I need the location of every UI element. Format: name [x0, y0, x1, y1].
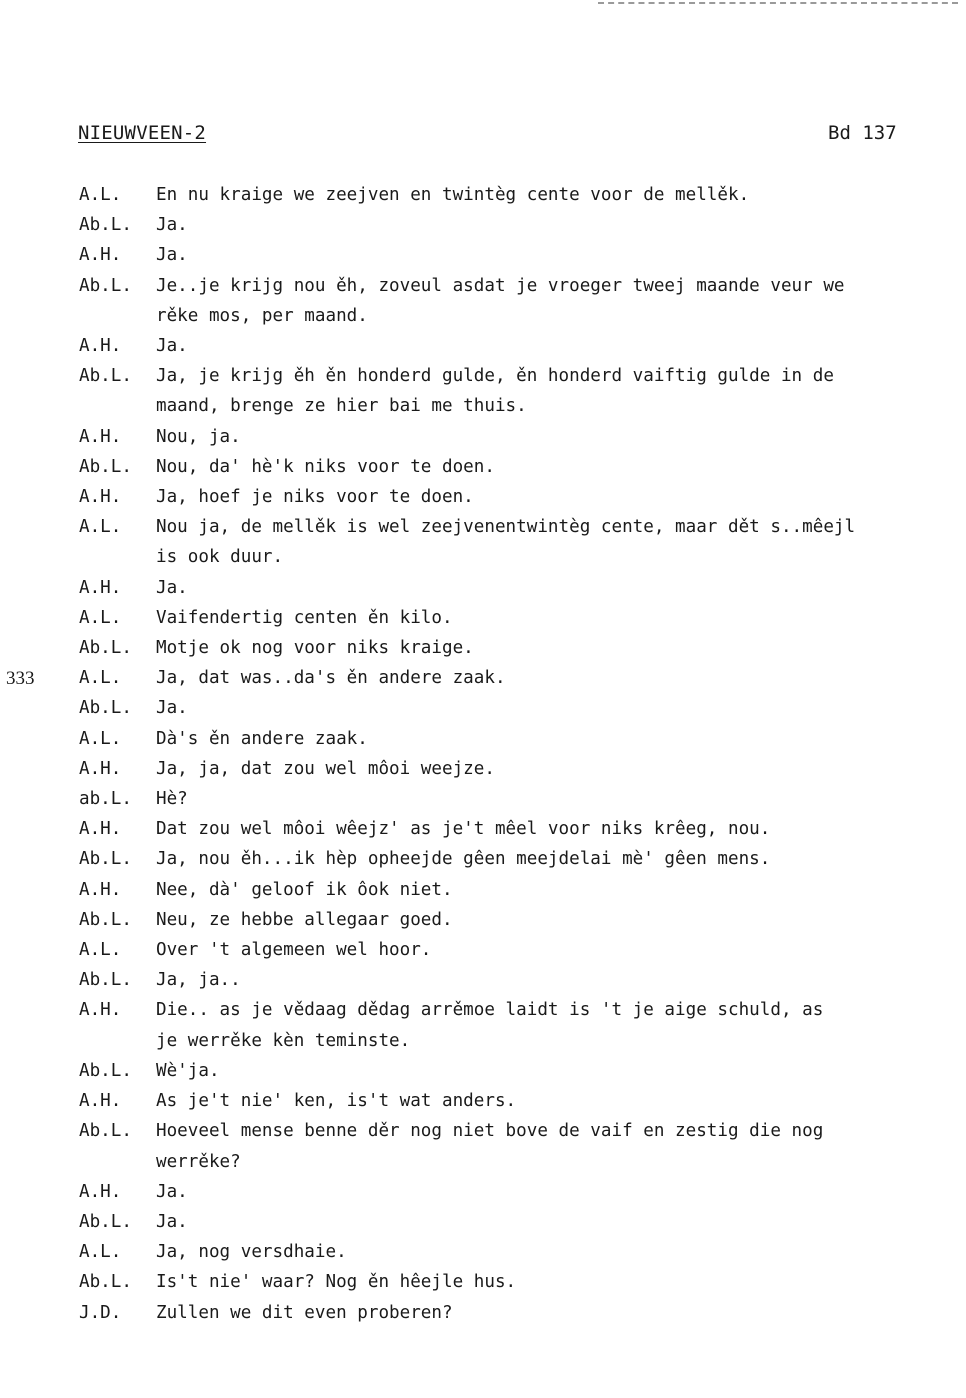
speaker-label: Ab.L. [79, 366, 132, 387]
page-reference: Bd 137 [828, 122, 897, 144]
utterance-text: Nou, ja. [156, 426, 241, 447]
utterance-text: Ja, ja.. [156, 970, 241, 991]
utterance-text: Neu, ze hebbe allegaar goed. [156, 909, 453, 930]
utterance-text: As je't nie' ken, is't wat anders. [156, 1091, 517, 1112]
transcript-line [0, 240, 966, 270]
speaker-label: Ab.L. [79, 638, 132, 659]
transcript-line [0, 1177, 966, 1207]
utterance-text: Ja. [156, 1181, 188, 1202]
speaker-label: A.L. [79, 517, 122, 538]
speaker-label: A.L. [79, 668, 122, 689]
utterance-text: rěke mos, per maand. [156, 305, 368, 326]
transcript-line [0, 422, 966, 452]
speaker-label: A.H. [79, 245, 122, 266]
utterance-text: Ja, hoef je niks voor te doen. [156, 487, 474, 508]
speaker-label: A.H. [79, 819, 122, 840]
transcript-line [0, 1207, 966, 1237]
utterance-text: Ja, je krijg ěh ěn honderd gulde, ěn honderd vaiftig gulde in de [156, 366, 834, 387]
speaker-label: A.H. [79, 1000, 122, 1021]
transcript-line [0, 1056, 966, 1086]
transcript-line [0, 814, 966, 844]
utterance-text: Die.. as je vědaag dědag arrěmoe laidt is 't je aige schuld, as [156, 1000, 824, 1021]
transcript-line [0, 603, 966, 633]
utterance-text: Dà's ěn andere zaak. [156, 728, 368, 749]
speaker-label: A.H. [79, 1181, 122, 1202]
utterance-text: Hè? [156, 789, 188, 810]
speaker-label: A.H. [79, 577, 122, 598]
speaker-label: A.H. [79, 487, 122, 508]
transcript-line [0, 995, 966, 1025]
transcript-line [0, 875, 966, 905]
speaker-label: A.L. [79, 185, 122, 205]
utterance-text: Ja. [156, 336, 188, 357]
speaker-label: A.L. [79, 607, 122, 628]
utterance-text: Wè'ja. [156, 1060, 220, 1081]
transcript-line [0, 663, 966, 693]
utterance-text: Ja. [156, 577, 188, 598]
utterance-text: Ja, ja, dat zou wel môoi weejze. [156, 758, 495, 779]
utterance-text: Ja. [156, 245, 188, 266]
transcript-line [0, 331, 966, 361]
transcript-line [0, 784, 966, 814]
utterance-text: Je..je krijg nou ěh, zoveul asdat je vroeger tweej maande veur we [156, 275, 845, 296]
transcript-line [0, 1147, 966, 1177]
transcript-line [0, 512, 966, 542]
utterance-text: Nou, da' hè'k niks voor te doen. [156, 456, 495, 477]
transcript-line [0, 633, 966, 663]
transcript-line [0, 573, 966, 603]
speaker-label: A.H. [79, 758, 122, 779]
transcript-line [0, 1237, 966, 1267]
transcript-line [0, 965, 966, 995]
speaker-label: A.H. [79, 426, 122, 447]
transcript-line [0, 210, 966, 240]
speaker-label: A.L. [79, 728, 122, 749]
speaker-label: A.H. [79, 879, 122, 900]
utterance-text: Vaifendertig centen ěn kilo. [156, 607, 453, 628]
utterance-text: Zullen we dit even proberen? [156, 1302, 453, 1323]
utterance-text: Ja, nou ěh...ik hèp opheejde gêen meejdelai mè' gêen mens. [156, 849, 771, 870]
speaker-label: Ab.L. [79, 1060, 132, 1081]
top-edge-rule [598, 2, 958, 4]
transcript-line [0, 361, 966, 391]
transcript-line [0, 542, 966, 572]
utterance-text: Ja, dat was..da's ěn andere zaak. [156, 668, 506, 689]
transcript-line [0, 1298, 966, 1328]
transcript-line [0, 301, 966, 331]
speaker-label: Ab.L. [79, 215, 132, 236]
speaker-label: A.H. [79, 1091, 122, 1112]
utterance-text: Ja. [156, 215, 188, 236]
transcript-line [0, 935, 966, 965]
margin-counter-note: 333 [6, 668, 35, 689]
transcript-line [0, 180, 966, 210]
utterance-text: Nou ja, de mellěk is wel zeejvenentwintèg cente, maar dět s..mêejl [156, 517, 856, 538]
speaker-label: Ab.L. [79, 456, 132, 477]
transcript-line [0, 1116, 966, 1146]
transcript-line [0, 724, 966, 754]
utterance-text: Ja. [156, 1211, 188, 1232]
speaker-label: A.H. [79, 336, 122, 357]
transcript-line [0, 905, 966, 935]
utterance-text: Over 't algemeen wel hoor. [156, 940, 432, 961]
utterance-text: Hoeveel mense benne děr nog niet bove de vaif en zestig die nog [156, 1121, 824, 1142]
speaker-label [0, 542, 156, 572]
transcript-line [0, 452, 966, 482]
page-title: NIEUWVEEN-2 [78, 122, 207, 144]
utterance-text: is ook duur. [156, 547, 284, 568]
speaker-label [0, 301, 156, 331]
speaker-label: Ab.L. [79, 1211, 132, 1232]
transcript-body [0, 180, 966, 1328]
utterance-text: werrěke? [156, 1151, 241, 1172]
utterance-text: je werrěke kèn teminste. [156, 1030, 411, 1051]
speaker-label: A.L. [79, 940, 122, 961]
transcript-line [0, 482, 966, 512]
utterance-text: Ja. [156, 698, 188, 719]
utterance-text: maand, brenge ze hier bai me thuis. [156, 396, 527, 417]
speaker-label: Ab.L. [79, 970, 132, 991]
transcript-line [0, 693, 966, 723]
utterance-text: Nee, dà' geloof ik ôok niet. [156, 879, 453, 900]
transcript-line [0, 1267, 966, 1297]
utterance-text: Ja, nog versdhaie. [156, 1242, 347, 1263]
speaker-label: Ab.L. [79, 275, 132, 296]
speaker-label [0, 1147, 156, 1177]
utterance-text: En nu kraige we zeejven en twintèg cente voor de mellěk. [156, 185, 750, 205]
speaker-label: Ab.L. [79, 698, 132, 719]
speaker-label: Ab.L. [79, 909, 132, 930]
speaker-label: J.D. [79, 1302, 122, 1323]
utterance-text: Motje ok nog voor niks kraige. [156, 638, 474, 659]
transcript-line [0, 1086, 966, 1116]
speaker-label: Ab.L. [79, 1121, 132, 1142]
transcript-line [0, 391, 966, 421]
utterance-text: Dat zou wel môoi wêejz' as je't mêel voor niks krêeg, nou. [156, 819, 771, 840]
transcript-line [0, 1026, 966, 1056]
speaker-label [0, 391, 156, 421]
speaker-label: Ab.L. [79, 849, 132, 870]
speaker-label: A.L. [79, 1242, 122, 1263]
transcript-line [0, 271, 966, 301]
transcript-line [0, 844, 966, 874]
speaker-label [0, 1026, 156, 1056]
speaker-label: Ab.L. [79, 1272, 132, 1293]
transcript-line [0, 754, 966, 784]
speaker-label: ab.L. [79, 789, 132, 810]
utterance-text: Is't nie' waar? Nog ěn hêejle hus. [156, 1272, 517, 1293]
